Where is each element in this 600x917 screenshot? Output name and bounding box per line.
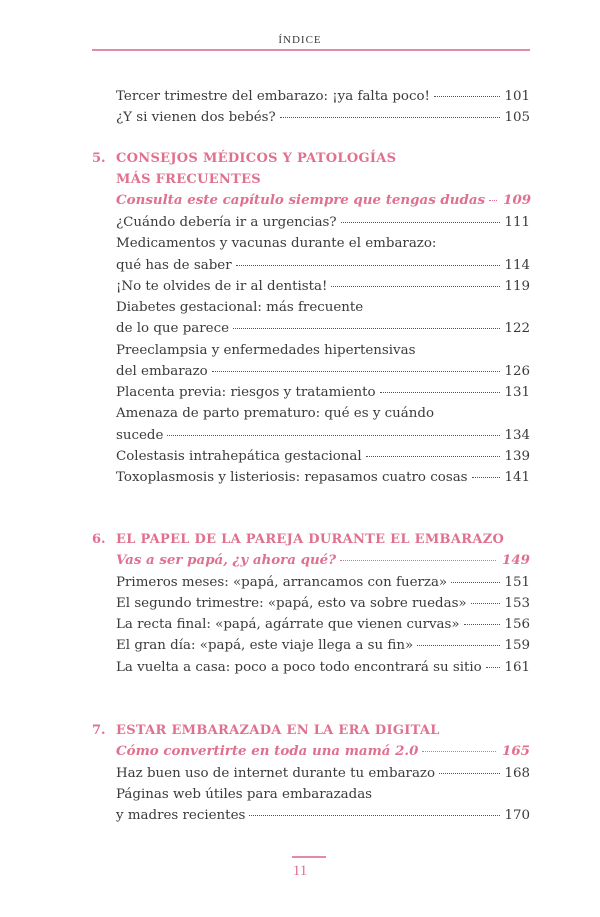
dot-leader: [366, 456, 500, 457]
dot-leader: [249, 815, 500, 816]
toc-entry-page: 111: [504, 215, 530, 230]
header-rule: [92, 49, 530, 51]
toc-entry-page: 119: [504, 279, 530, 294]
chapter-subtitle-page: 109: [503, 192, 532, 208]
chapter-number: 6.: [92, 532, 106, 547]
toc-entry-page: 126: [504, 364, 530, 379]
chapter-title[interactable]: MÁS FRECUENTES: [116, 172, 261, 187]
toc-entry-title: Placenta previa: riesgos y tratamiento: [116, 385, 376, 400]
toc-entry-page: 114: [504, 258, 530, 273]
toc-entry[interactable]: [116, 86, 530, 107]
toc-entry[interactable]: [116, 467, 530, 488]
toc-entry-title: La vuelta a casa: poco a poco todo encontrará su sitio: [116, 660, 482, 675]
toc-entry-page: 168: [504, 766, 530, 781]
toc-entry-title: El gran día: «papá, este viaje llega a su fin»: [116, 638, 414, 653]
chapter-subtitle-entry[interactable]: [116, 741, 530, 762]
toc-entry-page: 151: [504, 575, 530, 590]
dot-leader: [331, 286, 500, 287]
dot-leader: [451, 582, 500, 583]
chapter-subtitle-entry[interactable]: [116, 550, 530, 571]
dot-leader: [464, 624, 500, 625]
chapter-subtitle: Consulta este capítulo siempre que tengas dudas: [116, 192, 486, 208]
toc-entry-title-line[interactable]: Preeclampsia y enfermedades hipertensivas: [116, 343, 416, 358]
toc-entry[interactable]: [116, 763, 530, 784]
toc-entry[interactable]: [116, 805, 530, 826]
page-number-rule: [292, 856, 326, 858]
dot-leader: [434, 96, 500, 97]
chapter-title[interactable]: ESTAR EMBARAZADA EN LA ERA DIGITAL: [116, 723, 440, 738]
toc-entry-page: 101: [504, 89, 530, 104]
toc-entry-page: 139: [504, 449, 530, 464]
chapter-title[interactable]: EL PAPEL DE LA PAREJA DURANTE EL EMBARAZO: [116, 532, 505, 547]
chapter-subtitle: Cómo convertirte en toda una mamá 2.0: [116, 743, 419, 759]
toc-entry-title-line[interactable]: Amenaza de parto prematuro: qué es y cuándo: [116, 406, 435, 421]
toc-entry[interactable]: [116, 382, 530, 403]
toc-entry[interactable]: [116, 361, 530, 382]
chapter-number: 7.: [92, 723, 106, 738]
toc-entry-page: 134: [504, 428, 530, 443]
toc-entry[interactable]: [116, 107, 530, 128]
chapter-subtitle-page: 149: [502, 552, 530, 568]
page-number: 11: [292, 863, 308, 879]
toc-entry-page: 122: [504, 321, 530, 336]
toc-entry[interactable]: [116, 635, 530, 656]
toc-entry-title-line[interactable]: Diabetes gestacional: más frecuente: [116, 300, 364, 315]
chapter-subtitle: Vas a ser papá, ¿y ahora qué?: [116, 552, 337, 568]
dot-leader: [380, 392, 500, 393]
chapter-number: 5.: [92, 151, 106, 166]
toc-entry-title: qué has de saber: [116, 258, 232, 273]
toc-entry[interactable]: [116, 318, 530, 339]
running-header: ÍNDICE: [278, 34, 322, 46]
toc-entry-title: de lo que parece: [116, 321, 230, 336]
dot-leader: [439, 773, 500, 774]
toc-entry-title: Tercer trimestre del embarazo: ¡ya falta poco!: [116, 89, 430, 104]
dot-leader: [486, 667, 500, 668]
toc-entry[interactable]: [116, 276, 530, 297]
toc-entry-title-line[interactable]: Páginas web útiles para embarazadas: [116, 787, 373, 802]
chapter-subtitle-page: 165: [502, 743, 530, 759]
dot-leader: [472, 477, 500, 478]
dot-leader: [341, 222, 500, 223]
dot-leader: [233, 328, 500, 329]
toc-entry-title: y madres recientes: [116, 808, 246, 823]
dot-leader: [340, 560, 496, 561]
toc-entry-page: 141: [504, 470, 530, 485]
toc-entry[interactable]: [116, 446, 530, 467]
dot-leader: [236, 265, 500, 266]
toc-entry-title: ¿Y si vienen dos bebés?: [116, 110, 276, 125]
dot-leader: [422, 751, 496, 752]
toc-entry[interactable]: [116, 657, 530, 678]
toc-entry-title: El segundo trimestre: «papá, esto va sobre ruedas»: [116, 596, 467, 611]
toc-entry-page: 131: [504, 385, 530, 400]
toc-entry[interactable]: [116, 614, 530, 635]
toc-entry[interactable]: [116, 572, 530, 593]
dot-leader: [489, 200, 497, 201]
chapter-title[interactable]: CONSEJOS MÉDICOS Y PATOLOGÍAS: [116, 151, 397, 166]
toc-entry-title: ¿Cuándo debería ir a urgencias?: [116, 215, 337, 230]
toc-entry-title: Primeros meses: «papá, arrancamos con fuerza»: [116, 575, 448, 590]
toc-entry-page: 170: [504, 808, 530, 823]
toc-entry-page: 161: [504, 660, 530, 675]
toc-entry-page: 156: [504, 617, 530, 632]
toc-entry[interactable]: [116, 212, 530, 233]
dot-leader: [167, 435, 500, 436]
toc-entry-page: 153: [504, 596, 530, 611]
toc-entry-title: Haz buen uso de internet durante tu embarazo: [116, 766, 436, 781]
dot-leader: [417, 645, 500, 646]
toc-entry-title: Colestasis intrahepática gestacional: [116, 449, 362, 464]
toc-entry-title: La recta final: «papá, agárrate que vienen curvas»: [116, 617, 460, 632]
dot-leader: [212, 371, 500, 372]
dot-leader: [280, 117, 500, 118]
chapter-subtitle-entry[interactable]: [116, 190, 530, 211]
toc-entry-page: 105: [504, 110, 530, 125]
toc-entry[interactable]: [116, 255, 530, 276]
dot-leader: [471, 603, 500, 604]
toc-entry-title: sucede: [116, 428, 164, 443]
toc-entry[interactable]: [116, 425, 530, 446]
toc-entry-title: ¡No te olvides de ir al dentista!: [116, 279, 328, 294]
toc-entry-title-line[interactable]: Medicamentos y vacunas durante el embarazo:: [116, 236, 437, 251]
toc-entry-title: Toxoplasmosis y listeriosis: repasamos cuatro cosas: [116, 470, 468, 485]
toc-entry-page: 159: [504, 638, 530, 653]
toc-entry[interactable]: [116, 593, 530, 614]
toc-entry-title: del embarazo: [116, 364, 208, 379]
